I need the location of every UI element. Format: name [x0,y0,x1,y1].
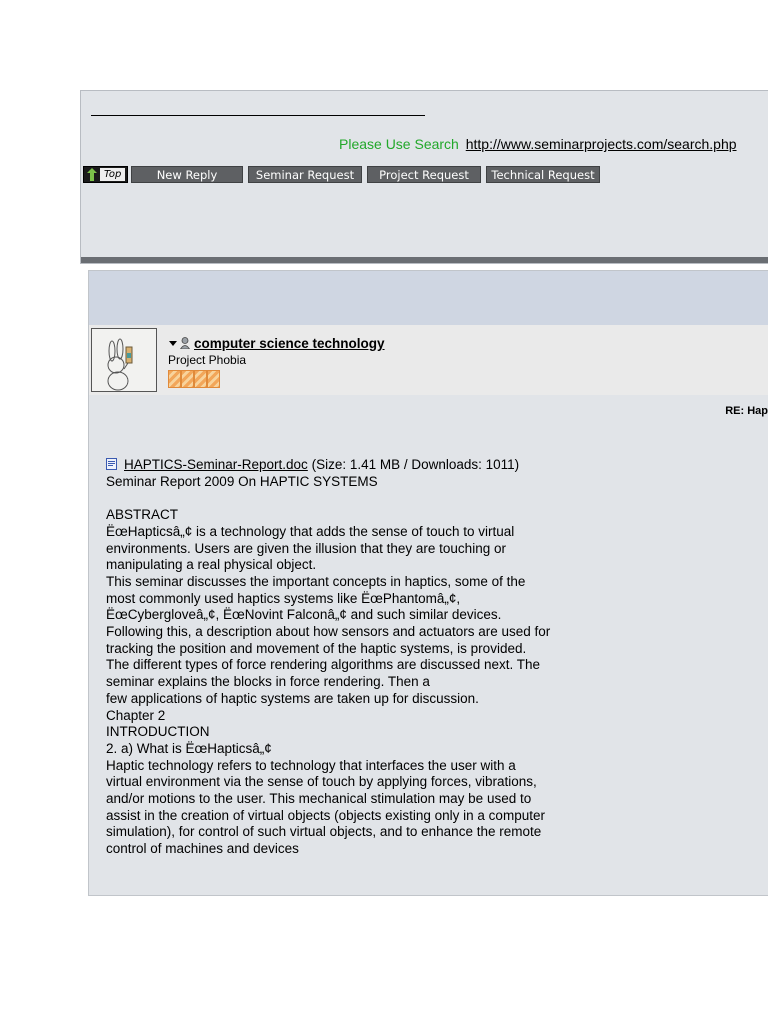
author-line [169,336,385,351]
attachment-meta: (Size: 1.41 MB / Downloads: 1011) [311,457,520,472]
top-button[interactable] [83,166,128,183]
body-line: Chapter 2 [106,707,166,723]
body-line: This seminar discusses the important concepts in haptics, some of the most commonly used haptics systems like ËœPhantomâ„¢, ËœCybergloveâ„¢, ËœNovint Falconâ„¢ and such similar devices. Following this, a description about how sensors and actuators are used for tracking the position and movement of the haptic systems, is provided. [106,573,551,656]
top-panel [80,90,768,264]
search-prompt-line [339,136,737,152]
doc-file-icon [106,458,117,470]
search-prompt: Please Use Search [339,136,459,152]
body-line: few applications of haptic systems are taken up for discussion. [106,690,479,706]
divider-line [91,115,425,116]
post-header-bar [89,271,768,326]
body-line: ABSTRACT [106,507,179,523]
rank-star-icon [207,370,220,388]
post-body [106,457,551,858]
search-link[interactable]: http://www.seminarprojects.com/search.php [465,136,737,152]
attachment-line [106,457,551,474]
author-rank-stars [168,370,221,388]
body-line: ËœHapticsâ„¢ is a technology that adds the sense of touch to virtual environments. Users are given the illusion that they are touching or manipulating a real physical object. [106,523,515,573]
project-request-button[interactable]: Project Request [367,166,481,183]
post-author-row [89,325,768,395]
author-title: Project Phobia [168,353,247,367]
avatar[interactable] [91,328,157,392]
panel-bottom-bar [81,257,768,263]
body-line: Haptic technology refers to technology that interfaces the user with a virtual environment via the sense of touch by applying forces, vibrations, and/or motions to the user. This mechanical stimulation may be used to assist in the creation of virtual objects (objects existing only in a computer simulation), for control of such virtual objects, and to enhance the remote control of machines and devices [106,757,545,857]
rank-star-icon [181,370,194,388]
user-online-icon [180,337,190,349]
attachment-link[interactable]: HAPTICS-Seminar-Report.doc [124,457,308,472]
technical-request-button[interactable]: Technical Request [486,166,600,183]
rank-star-icon [194,370,207,388]
body-line: 2. a) What is ËœHapticsâ„¢ [106,740,272,756]
top-button-label: Top [100,168,125,181]
post-subject: RE: Hap [725,405,768,417]
author-username[interactable]: computer science technology [194,336,385,351]
chevron-down-icon[interactable] [169,341,177,346]
new-reply-button[interactable]: New Reply [131,166,243,183]
up-arrow-icon [87,168,97,181]
body-spacer [106,490,551,507]
body-line: Seminar Report 2009 On HAPTIC SYSTEMS [106,473,378,489]
rank-star-icon [168,370,181,388]
rabbit-avatar-image [92,329,156,391]
seminar-request-button[interactable]: Seminar Request [248,166,362,183]
post-panel [88,270,768,896]
body-line: INTRODUCTION [106,724,210,740]
body-line: The different types of force rendering algorithms are discussed next. The seminar explains the blocks in force rendering. Then a [106,657,540,690]
